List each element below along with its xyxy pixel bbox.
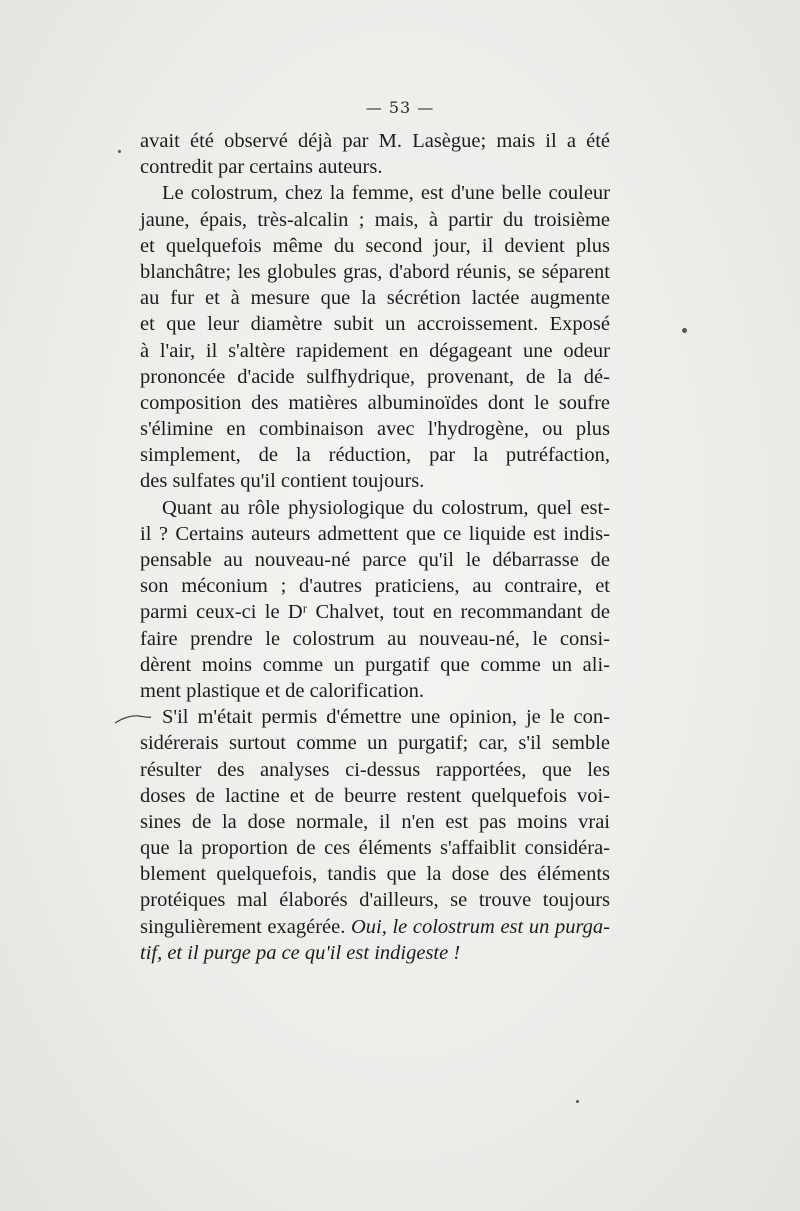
body-text [140,128,610,966]
text-line: blanchâtre; les globules gras, d'abord réunis, se séparent [140,260,610,283]
text-line: prononcée d'acide sulfhydrique, provenant, de la dé- [140,365,610,388]
text-line: Le colostrum, chez la femme, est d'une belle couleur [162,182,610,205]
text-line: simplement, de la réduction, par la putréfaction, [140,444,610,467]
text-line: blement quelquefois, tandis que la dose des éléments [140,863,610,886]
page-number: — 53 — [365,98,435,117]
text-line: faire prendre le colostrum au nouveau-né, le consi- [140,627,610,650]
text-line-italic [140,940,610,966]
text-line: Quant au rôle physiologique du colostrum, quel est- [162,496,610,519]
text-line: au fur et à mesure que la sécrétion lactée augmente [140,287,610,310]
text-line: S'il m'était permis d'émettre une opinion, je le con- [162,706,610,729]
paper-speck [682,328,687,333]
text-line: que la proportion de ces éléments s'affaiblit considéra- [140,837,610,860]
paper-speck [118,150,121,153]
text-line: jaune, épais, très-alcalin ; mais, à partir du troisième [140,208,610,231]
text-line: parmi ceux-ci le Dʳ Chalvet, tout en recommandant de [140,601,610,624]
text-line: doses de lactine et de beurre restent quelquefois voi- [140,784,610,807]
text-line: avait été observé déjà par M. Lasègue; mais il a été [140,130,610,152]
text-line: dèrent moins comme un purgatif que comme un ali- [140,653,610,676]
text-line: sidérerais surtout comme un purgatif; car, s'il semble [140,732,610,755]
text-line: s'élimine en combinaison avec l'hydrogène, ou plus [140,418,610,441]
text-line: contredit par certains auteurs. [140,156,383,179]
text-line: ment plastique et de calorification. [140,679,425,702]
text-line: et que leur diamètre subit un accroissement. Exposé [140,313,610,336]
text-line-italic-part: tif, et il purge pa ce qu'il est indigeste ! [140,941,461,964]
text-line-normal-part: singulièrement exagérée. [140,915,351,938]
text-line-mixed [140,914,610,940]
text-line: son méconium ; d'autres praticiens, au contraire, et [140,575,610,598]
text-line: sines de la dose normale, il n'en est pas moins vrai [140,810,610,833]
text-line: à l'air, il s'altère rapidement en dégageant une odeur [140,339,610,362]
text-line: composition des matières albuminoïdes dont le soufre [140,391,610,414]
pencil-annotation-mark [113,712,153,726]
text-line: résulter des analyses ci-dessus rapportées, que les [140,758,610,781]
text-line: des sulfates qu'il contient toujours. [140,470,425,493]
text-line-italic-part: Oui, le colostrum est un purga- [350,915,610,938]
paper-speck [576,1100,579,1103]
text-line: protéiques mal élaborés d'ailleurs, se trouve toujours [140,889,610,912]
text-line: il ? Certains auteurs admettent que ce liquide est indis- [140,522,610,545]
text-line: et quelquefois même du second jour, il devient plus [140,234,610,257]
text-line: pensable au nouveau-né parce qu'il le débarrasse de [140,549,610,571]
